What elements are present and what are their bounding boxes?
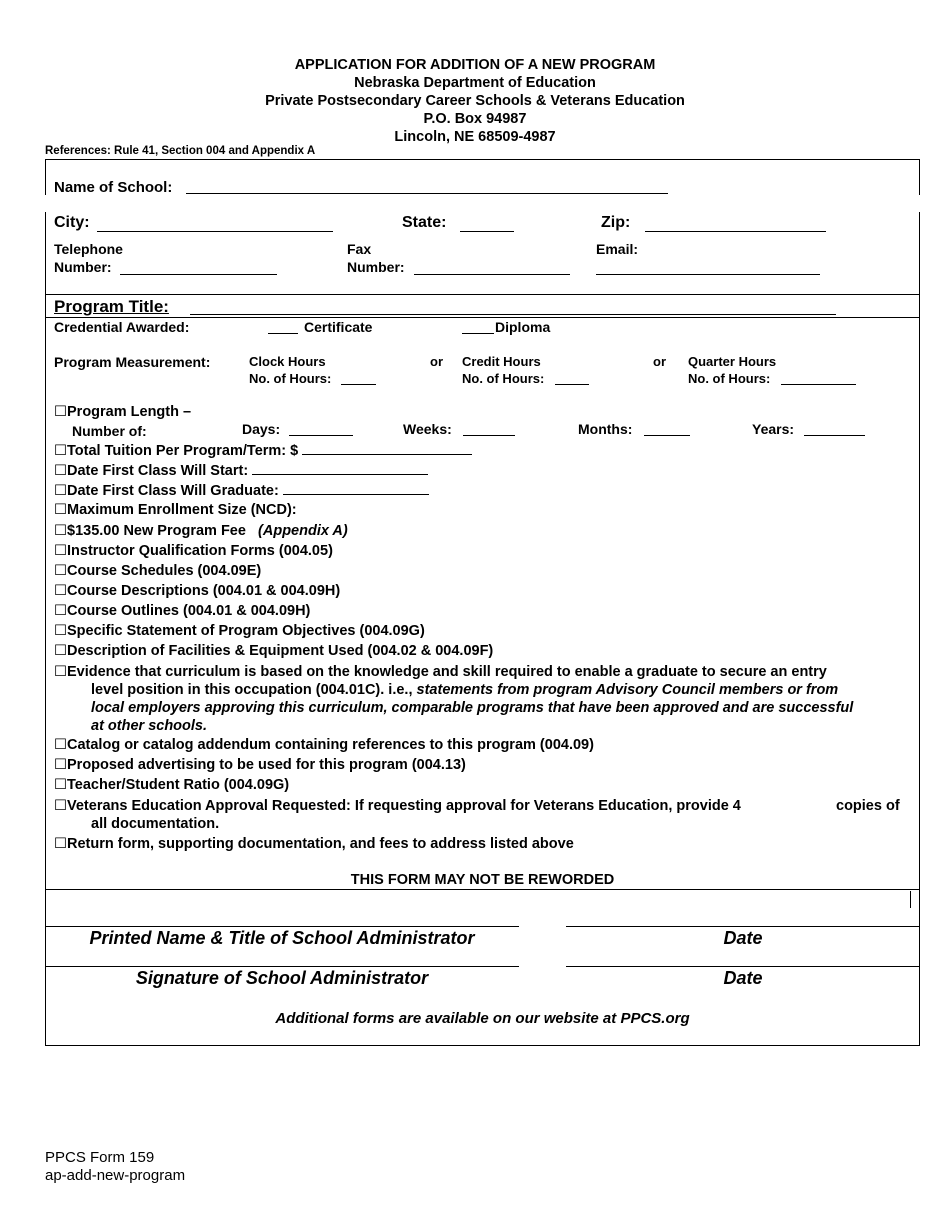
- telephone-field[interactable]: [120, 274, 277, 275]
- catalog-item: ☐Catalog or catalog addendum containing references to this program (004.09): [54, 737, 594, 753]
- weeks-label: Weeks:: [403, 421, 452, 437]
- checkbox[interactable]: ☐: [54, 643, 67, 659]
- evidence-line-4: at other schools.: [91, 718, 208, 734]
- diploma-blank[interactable]: [462, 333, 494, 334]
- days-label: Days:: [242, 421, 281, 437]
- months-label: Months:: [578, 421, 633, 437]
- number-of-label: Number of:: [72, 423, 147, 439]
- checkbox[interactable]: ☐: [54, 543, 67, 559]
- telephone-number-label: Number:: [54, 259, 112, 275]
- city-label: City:: [54, 214, 90, 231]
- checkbox[interactable]: ☐: [54, 664, 67, 680]
- veterans-item: ☐Veterans Education Approval Requested: If requesting approval for Veterans Education, provide 4: [54, 798, 741, 814]
- checkbox[interactable]: ☐: [54, 737, 67, 753]
- zip-field[interactable]: [645, 231, 826, 232]
- program-title-field[interactable]: [190, 314, 836, 315]
- credit-hours-label: Credit Hours: [462, 354, 541, 369]
- division-name: Private Postsecondary Career Schools & Veterans Education: [265, 93, 685, 109]
- ratio-item: ☐Teacher/Student Ratio (004.09G): [54, 777, 290, 793]
- state-label: State:: [402, 214, 447, 231]
- outlines-item: ☐Course Outlines (004.01 & 004.09H): [54, 603, 311, 619]
- checkbox[interactable]: ☐: [54, 523, 67, 539]
- certificate-blank[interactable]: [268, 333, 298, 334]
- evidence-item: ☐Evidence that curriculum is based on the knowledge and skill required to enable a graduate to secure an entry: [54, 664, 827, 680]
- checkbox[interactable]: ☐: [54, 798, 67, 814]
- form-id: ap-add-new-program: [45, 1167, 186, 1184]
- printed-date-label: Date: [723, 928, 763, 948]
- printed-name-label: Printed Name & Title of School Administrator: [89, 928, 475, 948]
- years-label: Years:: [752, 421, 795, 437]
- credit-hours-field[interactable]: [555, 384, 589, 385]
- printed-name-line[interactable]: [45, 926, 519, 927]
- credential-label: Credential Awarded:: [54, 319, 190, 335]
- checkbox[interactable]: ☐: [54, 502, 67, 518]
- fee-item: ☐$135.00 New Program Fee (Appendix A): [54, 523, 348, 539]
- website-note: Additional forms are available on our website at PPCS.org: [275, 1010, 690, 1027]
- fax-field[interactable]: [414, 274, 570, 275]
- veterans-line-2: all documentation.: [91, 816, 220, 832]
- checkbox[interactable]: ☐: [54, 404, 67, 420]
- references: References: Rule 41, Section 004 and Appendix A: [45, 145, 316, 157]
- tuition-field[interactable]: [302, 441, 472, 455]
- fax-number-label: Number:: [347, 259, 405, 275]
- city-address: Lincoln, NE 68509-4987: [394, 129, 556, 145]
- quarter-no-hours-label: No. of Hours:: [688, 371, 771, 386]
- weeks-field[interactable]: [463, 435, 515, 436]
- checkbox[interactable]: ☐: [54, 836, 67, 852]
- checkbox[interactable]: ☐: [54, 583, 67, 599]
- city-field[interactable]: [97, 231, 333, 232]
- start-date-field[interactable]: [252, 461, 428, 475]
- schedules-item: ☐Course Schedules (004.09E): [54, 563, 262, 579]
- advertising-item: ☐Proposed advertising to be used for this program (004.13): [54, 757, 466, 773]
- email-label: Email:: [596, 241, 639, 257]
- graduate-date-field[interactable]: [283, 481, 429, 495]
- signature-line[interactable]: [45, 966, 519, 967]
- or-1: or: [430, 354, 443, 369]
- clock-no-hours-label: No. of Hours:: [249, 371, 332, 386]
- instructor-item: ☐Instructor Qualification Forms (004.05): [54, 543, 333, 559]
- certificate-option: Certificate: [304, 319, 373, 335]
- po-box: P.O. Box 94987: [423, 111, 527, 127]
- signature-date-label: Date: [723, 968, 763, 988]
- days-field[interactable]: [289, 435, 353, 436]
- program-length-item: ☐Program Length –: [54, 404, 192, 420]
- email-field[interactable]: [596, 274, 820, 275]
- or-2: or: [653, 354, 666, 369]
- clock-hours-label: Clock Hours: [249, 354, 326, 369]
- department-name: Nebraska Department of Education: [354, 75, 596, 91]
- credit-no-hours-label: No. of Hours:: [462, 371, 545, 386]
- form-title: APPLICATION FOR ADDITION OF A NEW PROGRAM: [294, 57, 656, 73]
- form-number: PPCS Form 159: [45, 1149, 155, 1166]
- evidence-line-3: local employers approving this curriculum, comparable programs that have been approved and are successful: [91, 700, 854, 716]
- checkbox[interactable]: ☐: [54, 757, 67, 773]
- signature-label: Signature of School Administrator: [135, 968, 429, 988]
- measurement-label: Program Measurement:: [54, 354, 211, 370]
- evidence-line-2: level position in this occupation (004.01C). i.e., statements from program Advisory Council members or from: [91, 682, 839, 698]
- tuition-item: ☐Total Tuition Per Program/Term: $: [54, 441, 472, 460]
- graduate-date-item: ☐Date First Class Will Graduate:: [54, 481, 429, 500]
- checkbox[interactable]: ☐: [54, 623, 67, 639]
- zip-label: Zip:: [601, 214, 631, 231]
- program-title-label: Program Title:: [54, 297, 169, 316]
- telephone-label: Telephone: [54, 241, 123, 257]
- facilities-item: ☐Description of Facilities & Equipment Used (004.02 & 004.09F): [54, 643, 494, 659]
- fax-label: Fax: [347, 241, 372, 257]
- checkbox[interactable]: ☐: [54, 777, 67, 793]
- state-field[interactable]: [460, 231, 514, 232]
- years-field[interactable]: [804, 435, 865, 436]
- school-name-field[interactable]: [186, 193, 668, 194]
- quarter-hours-label: Quarter Hours: [688, 354, 777, 369]
- enrollment-item: ☐Maximum Enrollment Size (NCD):: [54, 502, 297, 518]
- checkbox[interactable]: ☐: [54, 603, 67, 619]
- checkbox[interactable]: ☐: [54, 463, 67, 479]
- signature-date-line[interactable]: [566, 966, 920, 967]
- fee-appendix: (Appendix A): [258, 523, 348, 539]
- school-name-label: Name of School:: [54, 179, 173, 196]
- printed-date-line[interactable]: [566, 926, 920, 927]
- clock-hours-field[interactable]: [341, 384, 376, 385]
- diploma-option: Diploma: [495, 319, 551, 335]
- quarter-hours-field[interactable]: [781, 384, 856, 385]
- return-item: ☐Return form, supporting documentation, and fees to address listed above: [54, 836, 574, 852]
- descriptions-item: ☐Course Descriptions (004.01 & 004.09H): [54, 583, 341, 599]
- checkbox[interactable]: ☐: [54, 483, 67, 499]
- start-date-item: ☐Date First Class Will Start:: [54, 461, 428, 480]
- objectives-item: ☐Specific Statement of Program Objectives (004.09G): [54, 623, 425, 639]
- no-reword-notice: THIS FORM MAY NOT BE REWORDED: [350, 872, 615, 888]
- checkbox[interactable]: ☐: [54, 563, 67, 579]
- veterans-copies: copies of: [836, 798, 900, 814]
- months-field[interactable]: [644, 435, 690, 436]
- checkbox[interactable]: ☐: [54, 443, 67, 459]
